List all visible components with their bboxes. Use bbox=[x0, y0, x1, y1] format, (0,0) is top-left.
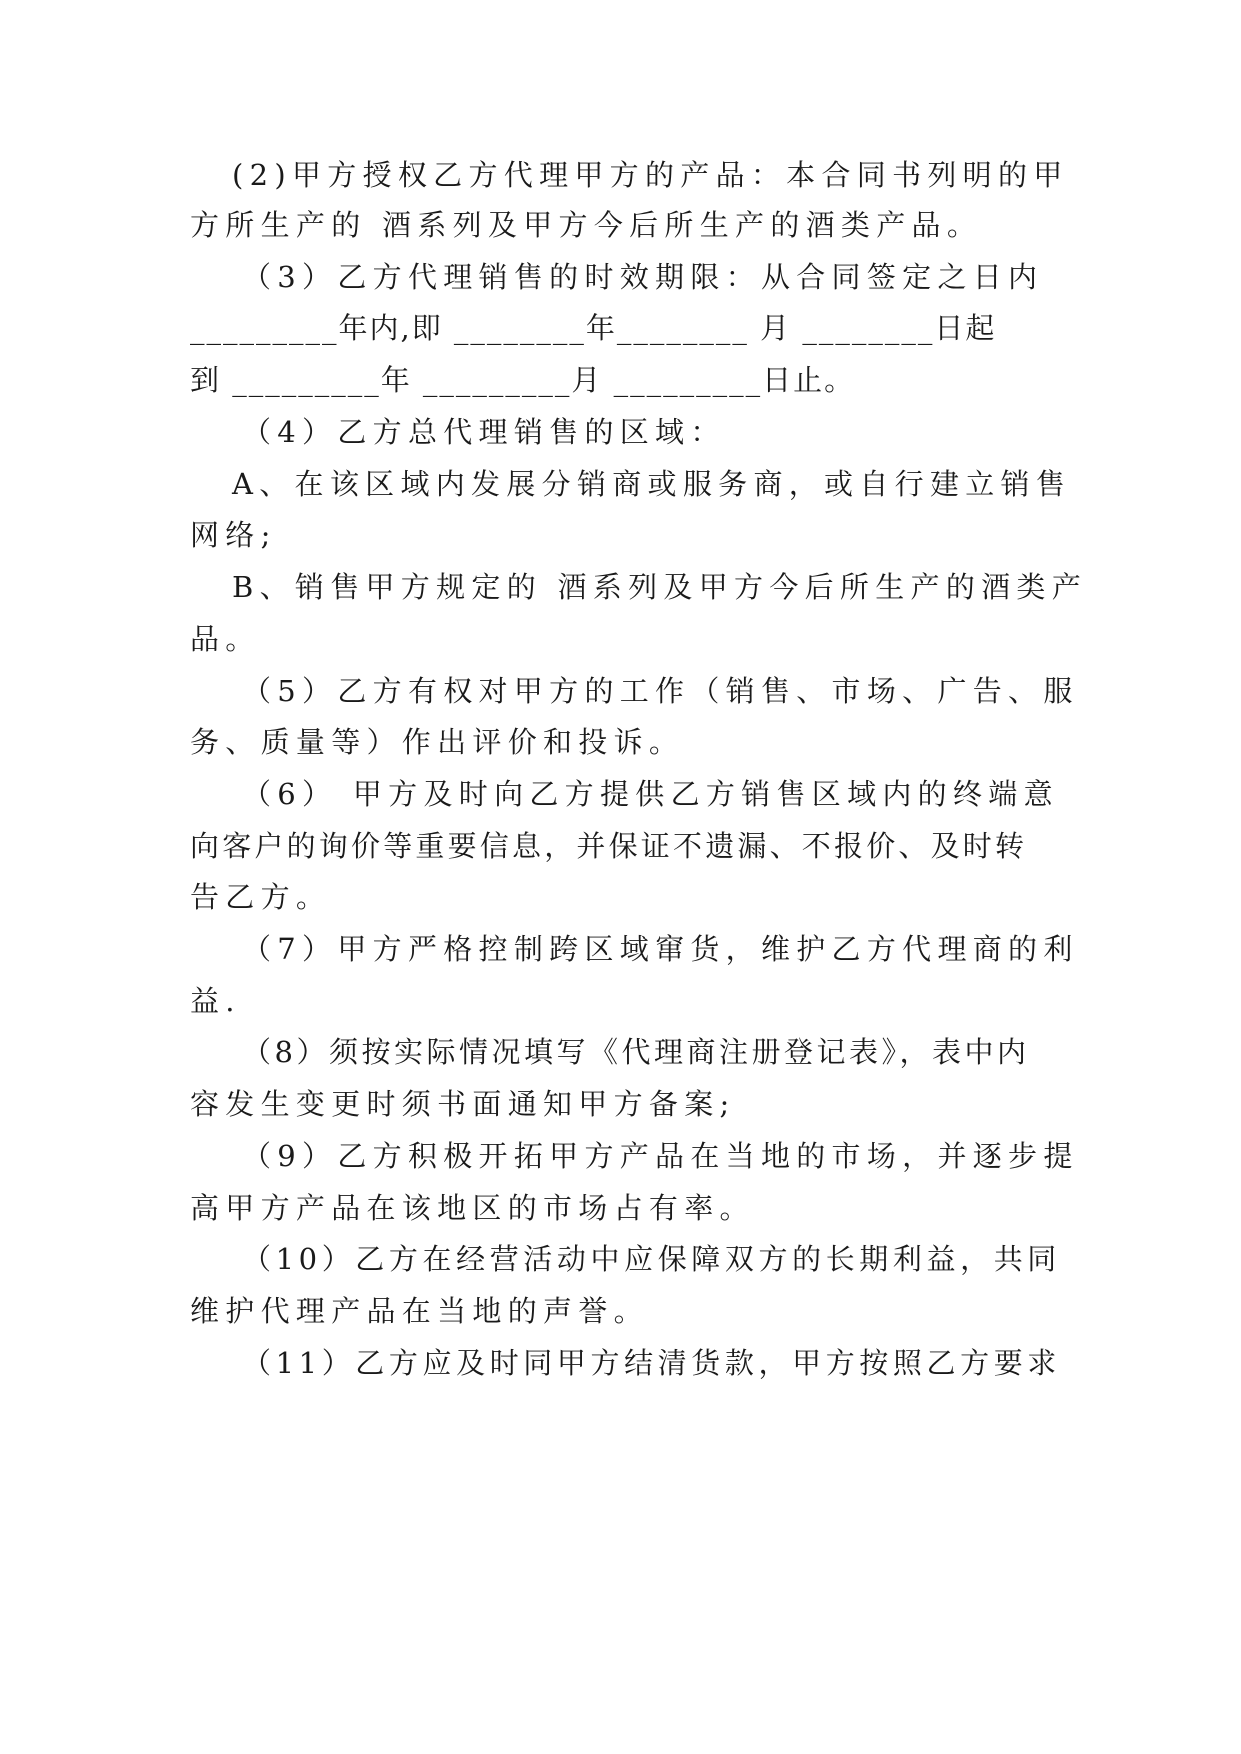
clause-4b-line-1: B、销售甲方规定的 酒系列及甲方今后所生产的酒类产 bbox=[232, 570, 1088, 604]
clause-8-line-2: 容发生变更时须书面通知甲方备案; bbox=[190, 1087, 736, 1121]
clause-10-line-1: （10）乙方在经营活动中应保障双方的长期利益，共同 bbox=[242, 1242, 1061, 1276]
clause-6-line-1: （6） 甲方及时向乙方提供乙方销售区域内的终端意 bbox=[242, 777, 1059, 811]
clause-2-line-1: (2)甲方授权乙方代理甲方的产品：本合同书列明的甲 bbox=[232, 158, 1069, 192]
clause-9-line-2: 高甲方产品在该地区的市场占有率。 bbox=[190, 1191, 755, 1225]
clause-6-line-3: 告乙方。 bbox=[190, 880, 332, 914]
clause-4a-line-2: 网络; bbox=[190, 518, 277, 552]
clause-4-line-1: （4）乙方总代理销售的区域： bbox=[242, 415, 726, 449]
clause-4b-line-2: 品。 bbox=[190, 622, 261, 656]
clause-3-line-3: 到 _________年 _________月 _________日止。 bbox=[190, 363, 856, 397]
clause-6-line-2: 向客户的询价等重要信息，并保证不遗漏、不报价、及时转 bbox=[190, 829, 1028, 863]
clause-2-line-2: 方所生产的 酒系列及甲方今后所生产的酒类产品。 bbox=[190, 208, 983, 242]
clause-5-line-1: （5）乙方有权对甲方的工作（销售、市场、广告、服 bbox=[242, 674, 1079, 708]
clause-3-line-2: _________年内,即 ________年________ 月 ________日起 bbox=[190, 311, 997, 345]
clause-11-line-1: （11）乙方应及时同甲方结清货款，甲方按照乙方要求 bbox=[242, 1346, 1061, 1380]
clause-7-line-2: 益. bbox=[190, 984, 241, 1018]
clause-10-line-2: 维护代理产品在当地的声誉。 bbox=[190, 1294, 649, 1328]
clause-3-line-1: （3）乙方代理销售的时效期限：从合同签定之日内 bbox=[242, 260, 1044, 294]
clause-7-line-1: （7）甲方严格控制跨区域窜货，维护乙方代理商的利 bbox=[242, 932, 1079, 966]
clause-4a-line-1: A、在该区域内发展分销商或服务商，或自行建立销售 bbox=[232, 467, 1072, 501]
clause-9-line-1: （9）乙方积极开拓甲方产品在当地的市场，并逐步提 bbox=[242, 1139, 1079, 1173]
clause-8-line-1: （8）须按实际情况填写《代理商注册登记表》，表中内 bbox=[242, 1035, 1030, 1069]
clause-5-line-2: 务、质量等）作出评价和投诉。 bbox=[190, 725, 685, 759]
